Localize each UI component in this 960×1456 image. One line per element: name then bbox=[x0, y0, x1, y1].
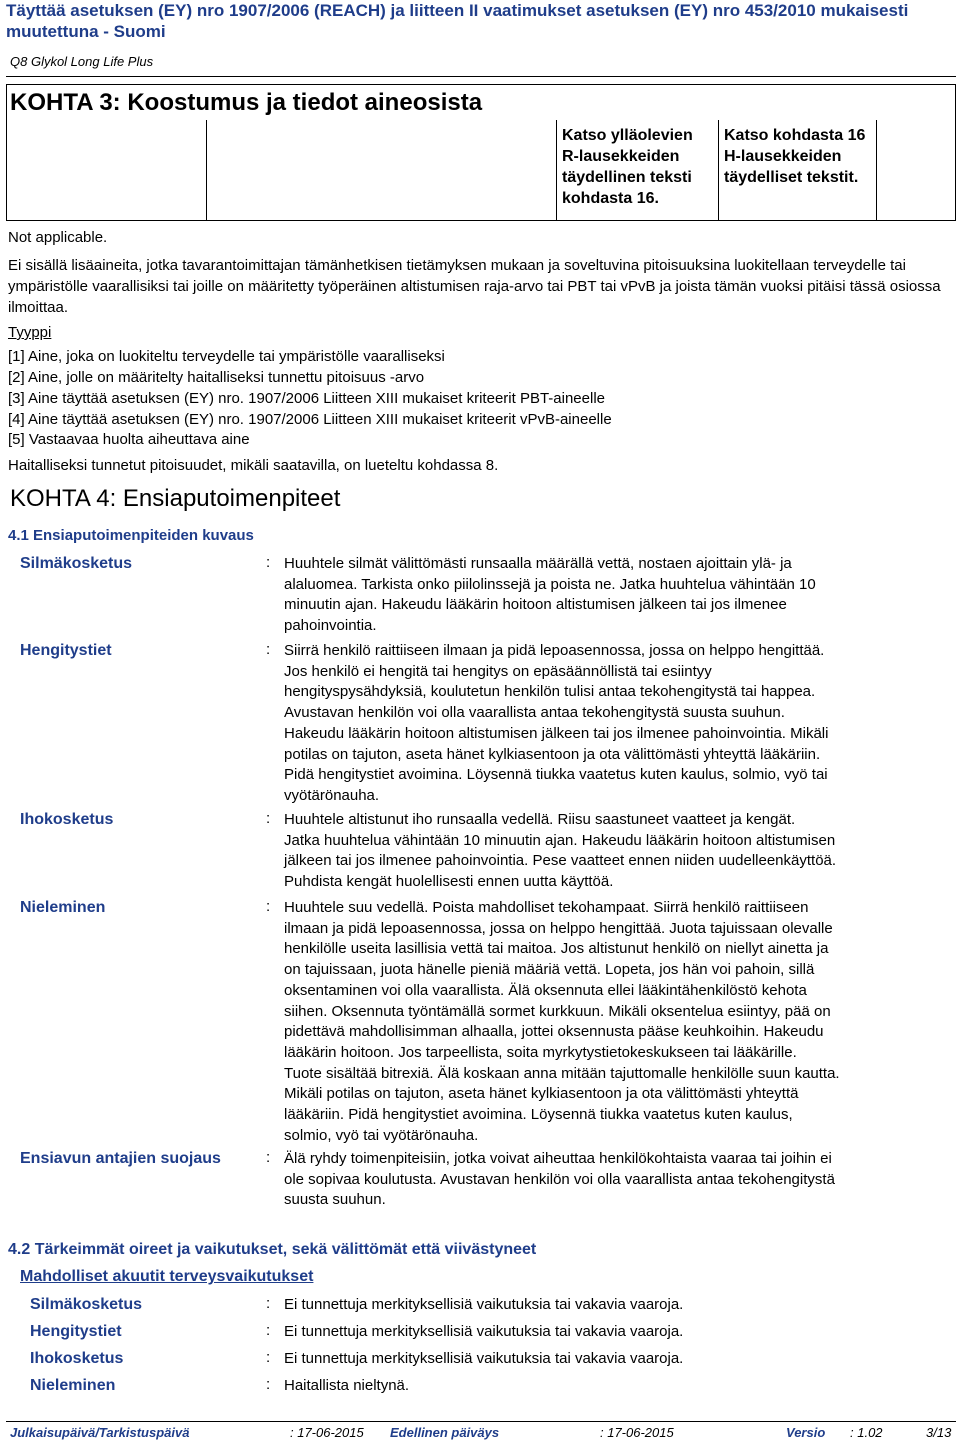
footer-issue-label: Julkaisupäivä/Tarkistuspäivä bbox=[10, 1425, 190, 1440]
colon: : bbox=[266, 1295, 271, 1312]
colon: : bbox=[266, 898, 271, 915]
type-item: [4] Aine täyttää asetuksen (EY) nro. 1907/2006 Liitteen XIII mukaiset kriteerit vPvB-aineelle bbox=[8, 411, 612, 428]
document-header-title: Täyttää asetuksen (EY) nro 1907/2006 (REACH) ja liitteen II vaatimukset asetuksen (EY) nro 453/2010 mukaisesti muutettuna - Suomi bbox=[6, 1, 909, 41]
colon: : bbox=[266, 1149, 271, 1166]
header-divider bbox=[6, 76, 956, 77]
acute-value: Ei tunnettuja merkityksellisiä vaikutuksia tai vakavia vaaroja. bbox=[284, 1350, 684, 1367]
first-aid-text: Siirrä henkilö raittiiseen ilmaan ja pidä lepoasennossa, jossa on helppo hengittää. Jos henkilö ei hengitä tai hengitys on epäsäännöllistä tai esiintyy hengityspysähdyksiä, koulutetun henkilön tulisi antaa tekohengitystä tai happea. Avustavan henkilön voi olla vaarallista antaa tekohengitystä suusta suuhun. Hakeudu lääkärin hoitoon altistumisen jälkeen tai jos ilmenee pahoinvointia. Mikäli potilas on tajuton, aseta hänet kylkiasentoon ja ota välittömästi yhteyttä lääkäriin. Pidä hengitystiet avoimina. Löysennä tiukka vaatetus kuten kaulus, solmio, vyö tai vyötärönauha. bbox=[284, 642, 829, 804]
section4-title: KOHTA 4: Ensiaputoimenpiteet bbox=[10, 485, 341, 512]
colon: : bbox=[266, 810, 271, 827]
table-divider bbox=[876, 120, 877, 221]
acute-label: Hengitystiet bbox=[30, 1323, 122, 1340]
footer-divider bbox=[6, 1421, 956, 1422]
not-applicable-note: Not applicable. bbox=[8, 229, 108, 246]
table-divider bbox=[556, 120, 557, 221]
table-cell-h-phrases: Katso kohdasta 16 H-lausekkeiden täydelliset tekstit. bbox=[724, 127, 866, 186]
first-aid-text: Huuhtele silmät välittömästi runsaalla määrällä vettä, nostaen ajoittain ylä- ja alaluomea. Tarkista onko piilolinssejä ja poista ne. Jatka huuhtelua vähintään 10 minuutin ajan. Hakeudu lääkärin hoitoon altistumisen jälkeen tai jos ilmenee pahoinvointia. bbox=[284, 555, 816, 635]
footer-previous-value: : 17-06-2015 bbox=[600, 1425, 674, 1440]
colon: : bbox=[266, 554, 271, 571]
first-aid-text: Älä ryhdy toimenpiteisiin, jotka voivat aiheuttaa henkilökohtaista vaaraa tai joihin ei ole sopivaa koulutusta. Avustavan henkilön voi olla vaarallista antaa tekohengitystä suusta suuhun. bbox=[284, 1150, 835, 1209]
subsection-4-1-title: 4.1 Ensiaputoimenpiteiden kuvaus bbox=[8, 527, 254, 544]
first-aid-label: Silmäkosketus bbox=[20, 555, 133, 572]
footer-version-label: Versio bbox=[786, 1425, 826, 1440]
subsection-4-2-title: 4.2 Tärkeimmät oireet ja vaikutukset, sekä välittömät että viivästyneet bbox=[8, 1241, 537, 1258]
type-label: Tyyppi bbox=[8, 324, 52, 341]
footer-previous-label: Edellinen päiväys bbox=[390, 1425, 500, 1440]
colon: : bbox=[266, 641, 271, 658]
acute-label: Nieleminen bbox=[30, 1377, 116, 1394]
type-item: [1] Aine, joka on luokiteltu terveydelle tai ympäristölle vaaralliseksi bbox=[8, 348, 445, 365]
type-item: [5] Vastaavaa huolta aiheuttava aine bbox=[8, 431, 250, 448]
colon: : bbox=[266, 1376, 271, 1393]
section3-title: KOHTA 3: Koostumus ja tiedot aineosista bbox=[10, 89, 483, 116]
colon: : bbox=[266, 1349, 271, 1366]
type-item: [3] Aine täyttää asetuksen (EY) nro. 1907/2006 Liitteen XIII mukaiset kriteerit PBT-aineelle bbox=[8, 390, 605, 407]
type-item: [2] Aine, jolle on määritelty haitalliseksi tunnettu pitoisuus -arvo bbox=[8, 369, 425, 386]
footer-page-number: 3/13 bbox=[926, 1425, 952, 1440]
limits-note: Haitalliseksi tunnetut pitoisuudet, mikäli saatavilla, on lueteltu kohdassa 8. bbox=[8, 457, 499, 474]
colon: : bbox=[266, 1322, 271, 1339]
footer-issue-value: : 17-06-2015 bbox=[290, 1425, 364, 1440]
first-aid-label: Ihokosketus bbox=[20, 811, 114, 828]
acute-label: Silmäkosketus bbox=[30, 1296, 143, 1313]
first-aid-text: Huuhtele altistunut iho runsaalla vedellä. Riisu saastuneet vaatteet ja kengät. Jatka huuhtelua vähintään 10 minuutin ajan. Hakeudu lääkärin hoitoon altistumisen jälkeen tai jos ilmenee pahoinvointia. Pese vaatteet ennen niiden uudelleenkäyttöä. Puhdista kengät huolellisesti ennen uutta käyttöä. bbox=[284, 811, 837, 891]
acute-effects-title: Mahdolliset akuutit terveysvaikutukset bbox=[20, 1268, 314, 1285]
product-name: Q8 Glykol Long Life Plus bbox=[10, 54, 154, 69]
composition-statement: Ei sisällä lisäaineita, jotka tavarantoimittajan tämänhetkisen tietämyksen mukaan ja soveltuvina pitoisuuksina luokitellaan terveydelle tai ympäristölle vaarallisiksi tai joille on määritetty työperäinen altistumisen raja-arvo tai PBT tai vPvB ja joista tämän vuoksi pitäisi tässä osiossa ilmoittaa. bbox=[8, 257, 941, 316]
footer-version-value: : 1.02 bbox=[850, 1425, 883, 1440]
first-aid-label: Hengitystiet bbox=[20, 642, 112, 659]
acute-value: Ei tunnettuja merkityksellisiä vaikutuksia tai vakavia vaaroja. bbox=[284, 1296, 684, 1313]
table-divider bbox=[206, 120, 207, 221]
table-divider bbox=[718, 120, 719, 221]
acute-label: Ihokosketus bbox=[30, 1350, 124, 1367]
first-aid-label: Nieleminen bbox=[20, 899, 106, 916]
acute-value: Ei tunnettuja merkityksellisiä vaikutuksia tai vakavia vaaroja. bbox=[284, 1323, 684, 1340]
first-aid-text: Huuhtele suu vedellä. Poista mahdolliset tekohampaat. Siirrä henkilö raittiiseen ilmaan ja pidä lepoasennossa, jossa on helppo hengittää. Juota tajuissaan olevalle henkilölle useita lasillisia vettä tai maitoa. Jos altistunut henkilö on niellyt ainetta ja on tajuissaan, juota hänelle pieniä määriä vettä. Lopeta, jos hän voi pahoin, sillä oksentaminen voi olla vaarallista. Älä oksennuta ellei lääkintähenkilöstö kehota siihen. Oksennuta työntämällä sormet kurkkuun. Mikäli oksentelua esiintyy, pää on pidettävä mahdollisimman alhaalla, jottei oksennusta pääse keuhkoihin. Hakeudu lääkärin hoitoon. Jos tarpeellista, soita myrkytystietokeskukseen tai lääkärille. Tuote sisältää bitrexiä. Älä koskaan anna mitään tajuttomalle henkilölle suun kautta. Mikäli potilas on tajuton, aseta hänet kylkiasentoon ja ota välittömästi yhteyttä lääkäriin. Pidä hengitystiet avoimina. Löysennä tiukka vaatetus kuten kaulus, solmio, vyö tai vyötärönauha. bbox=[284, 899, 840, 1144]
table-cell-r-phrases: Katso ylläolevien R-lausekkeiden täydellinen teksti kohdasta 16. bbox=[562, 127, 693, 207]
acute-value: Haitallista nieltynä. bbox=[284, 1377, 410, 1394]
first-aid-label: Ensiavun antajien suojaus bbox=[20, 1150, 221, 1167]
